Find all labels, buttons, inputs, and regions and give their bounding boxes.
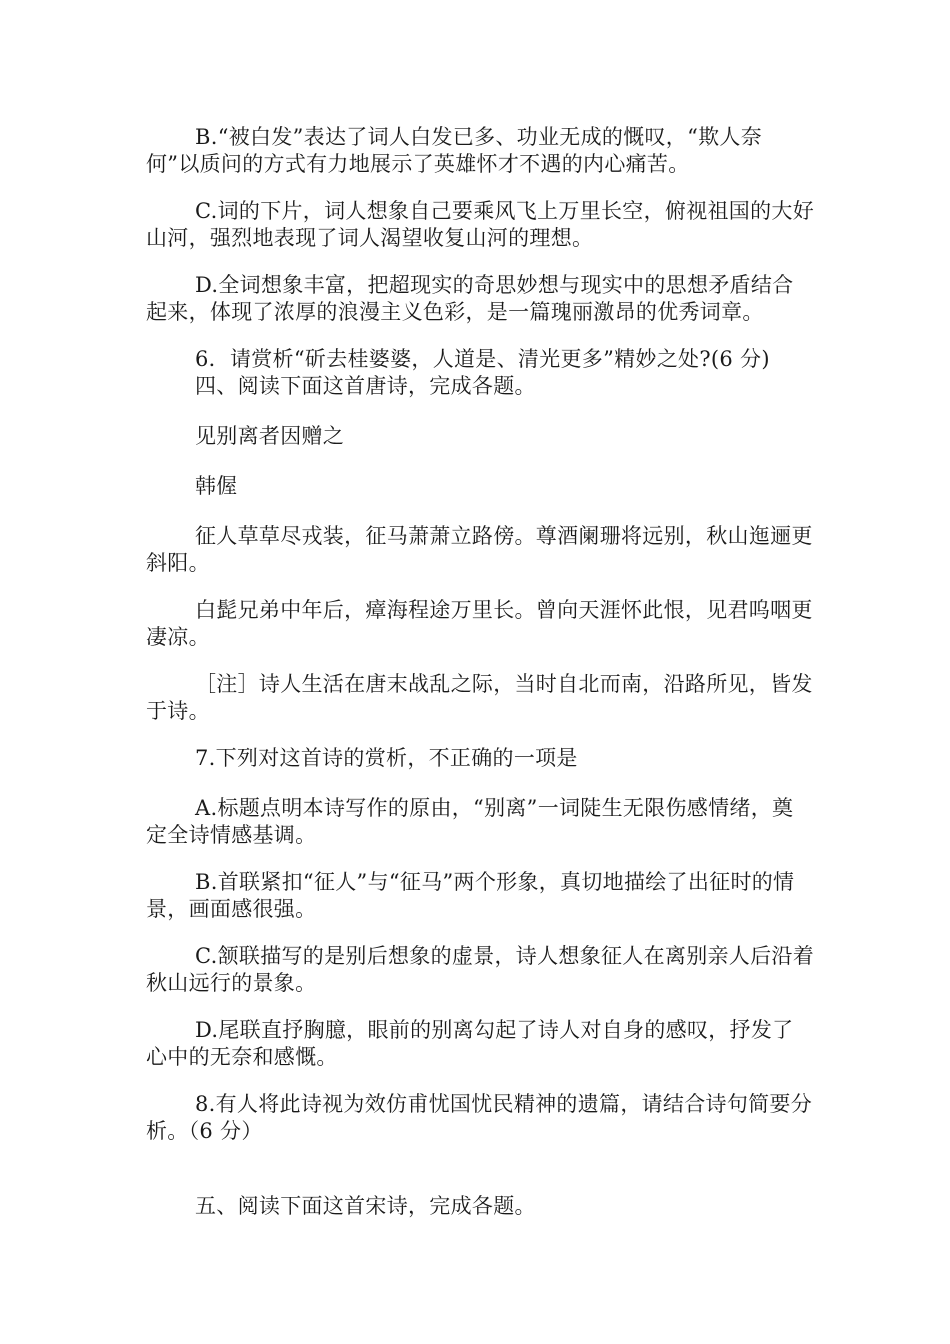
q7-option-b: B.首联紧扣“征人”与“征马”两个形象，真切地描绘了出征时的情景，画面感很强。 — [146, 870, 795, 921]
option-c-paragraph: C.词的下片，词人想象自己要乘风飞上万里长空，俯视祖国的大好山河，强烈地表现了词人渴望收复山河的理想。 — [146, 199, 814, 250]
poem-note: ［注］诗人生活在唐末战乱之际，当时自北而南，沿路所见，皆发于诗。 — [146, 672, 813, 723]
section-four-heading: 四、阅读下面这首唐诗，完成各题。 — [195, 374, 536, 398]
q7-option-c: C.颔联描写的是别后想象的虚景，诗人想象征人在离别亲人后沿着秋山远行的景象。 — [146, 944, 814, 995]
q7-option-d: D.尾联直抒胸臆，眼前的别离勾起了诗人对自身的感叹，抒发了心中的无奈和感慨。 — [146, 1018, 794, 1069]
question-7: 7.下列对这首诗的赏析，不正确的一项是 — [195, 746, 578, 770]
question-8: 8.有人将此诗视为效仿甫忧国忧民精神的遗篇，请结合诗句简要分析。（6 分） — [146, 1092, 813, 1143]
option-b-paragraph: B.“被白发”表达了词人白发已多、功业无成的慨叹，“欺人奈何”以质问的方式有力地展示了英雄怀才不遇的内心痛苦。 — [146, 125, 763, 176]
q7-option-a: A.标题点明本诗写作的原由，“别离”一词陡生无限伤感情绪，奠定全诗情感基调。 — [146, 796, 794, 847]
section-five-heading: 五、阅读下面这首宋诗，完成各题。 — [195, 1194, 536, 1218]
poem-stanza-2: 白髭兄弟中年后，瘴海程途万里长。曾向天涯怀此恨，见君呜咽更凄凉。 — [146, 598, 813, 649]
question-6: 6．请赏析“斫去桂婆婆，人道是、清光更多”精妙之处?(6 分) — [195, 347, 770, 371]
poem-title: 见别离者因赠之 — [195, 424, 345, 448]
option-d-paragraph: D.全词想象丰富，把超现实的奇思妙想与现实中的思想矛盾结合起来，体现了浓厚的浪漫主义色彩，是一篇瑰丽激昂的优秀词章。 — [146, 273, 794, 324]
poem-author: 韩偓 — [195, 474, 238, 498]
poem-stanza-1: 征人草草尽戎装，征马萧萧立路傍。尊酒阑珊将远别，秋山迤逦更斜阳。 — [146, 524, 813, 575]
